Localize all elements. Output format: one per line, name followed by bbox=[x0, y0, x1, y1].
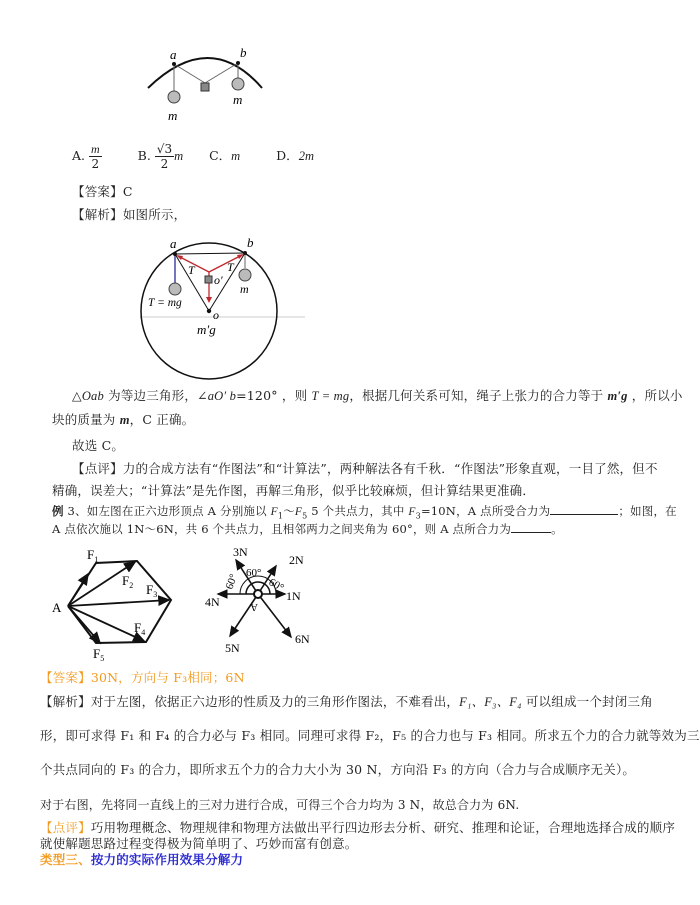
t-mg-text: T = mg bbox=[311, 389, 350, 403]
analysis-2-line-2: 形，即可求得 F₁ 和 F₄ 的合力必与 F₃ 相同。同理可求得 F₂，F₅ 的合力也与 F₃ 相同。所求五个力的合力就等效为三 bbox=[40, 728, 700, 743]
option-a-denominator: 2 bbox=[91, 157, 100, 171]
analysis-2-line-1 bbox=[40, 692, 653, 710]
explain-text: ，C 正确。 bbox=[129, 412, 195, 427]
answer-blank-2[interactable] bbox=[511, 532, 551, 533]
section-title: 按力的实际作用效果分解力 bbox=[90, 852, 244, 867]
fig1-label-m-right: m bbox=[233, 92, 243, 107]
comment-1-text: 力的合成方法有“作图法”和“计算法”，两种解法各有千秋．“作图法”形象直观，一目了然，但不 bbox=[122, 461, 658, 476]
explain-1-line-1 bbox=[72, 386, 683, 404]
six-angle-right: 60° bbox=[266, 576, 286, 595]
option-d bbox=[276, 148, 314, 163]
hex-label-f1: $F_1$ bbox=[87, 547, 99, 564]
option-b bbox=[137, 142, 187, 171]
option-d-prefix: D． bbox=[276, 148, 299, 163]
example-3-line-2 bbox=[52, 521, 563, 537]
section-prefix: 类型三、 bbox=[40, 852, 91, 867]
option-b-fraction bbox=[155, 142, 174, 171]
six-label-3n: 3N bbox=[233, 545, 248, 559]
forces-f1-f3-f4: F₁、F₃、F₄ bbox=[459, 695, 522, 709]
figure-arc-rings bbox=[130, 40, 290, 130]
explain-text: 块的质量为 bbox=[52, 412, 120, 427]
fig2-label-t-right: T bbox=[227, 260, 234, 274]
hex-label-f3: $F_3$ bbox=[146, 582, 158, 599]
figure-circle-forces bbox=[130, 230, 330, 380]
example-text: 3、如左图在正六边形顶点 A 分别施以 bbox=[63, 504, 271, 518]
example-label: 例 bbox=[52, 504, 64, 518]
analysis-2-line-4: 对于右图，先将同一直线上的三对力进行合成，可得三个合力均为 3 N，故总合力为 6N. bbox=[40, 798, 520, 812]
mg-text: m′g bbox=[607, 389, 628, 403]
choice-options bbox=[72, 142, 314, 171]
comment-2-label: 【点评】 bbox=[40, 820, 91, 835]
option-d-value: 2m bbox=[298, 149, 314, 163]
analysis-2-line-3: 个共点同向的 F₃ 的合力，即所求五个力的合力大小为 30 N，方向沿 F₃ 的方向（合力与合成顺序无关）。 bbox=[40, 762, 636, 777]
analysis-2-label: 【解析】 bbox=[40, 694, 91, 709]
comment-2-text: 巧用物理概念、物理规律和物理方法做出平行四边形去分析、研究、推理和论证，合理地选择合成的顺序 bbox=[90, 820, 676, 835]
six-label-2n: 2N bbox=[289, 553, 304, 567]
six-label-6n: 6N bbox=[295, 632, 310, 646]
fig2-label-a: a bbox=[170, 236, 177, 251]
hex-label-f5: $F_5$ bbox=[93, 646, 105, 663]
fig2-label-o-prime: o′ bbox=[214, 273, 223, 287]
option-c-prefix: C． bbox=[209, 148, 232, 163]
example-text: A 点依次施以 1N～6N，共 6 个共点力，且相邻两力之间夹角为 60°，则 A 点所合力为 bbox=[52, 522, 512, 536]
hex-label-f4: $F_4$ bbox=[134, 620, 146, 637]
hex-label-a: A bbox=[52, 600, 62, 615]
answer-1-value: C bbox=[122, 184, 133, 199]
oab-text: Oab bbox=[81, 389, 104, 403]
option-c bbox=[209, 148, 240, 163]
example-text: ；如图，在 bbox=[618, 504, 677, 518]
f3-sub: 3 bbox=[415, 511, 421, 521]
fig2-label-t-left: T bbox=[188, 263, 195, 277]
option-a-fraction bbox=[89, 142, 102, 171]
analysis-1-text: 如图所示， bbox=[122, 207, 187, 222]
six-angle-left: 60° bbox=[223, 572, 241, 592]
fig1-label-m-left: m bbox=[168, 108, 178, 123]
explain-text: ，根据几何关系可知，绳子上张力的合力等于 bbox=[349, 388, 608, 403]
example-3-line-1 bbox=[52, 503, 677, 520]
comment-2-line-2: 就使解题思路过程变得极为简单明了、巧妙而富有创意。 bbox=[40, 836, 358, 851]
explain-text: ，所以小 bbox=[627, 388, 683, 403]
figure-hexagon-forces bbox=[40, 540, 210, 665]
answer-2-label: 【答案】 bbox=[40, 670, 91, 685]
m-text: m bbox=[119, 413, 130, 427]
hex-label-f2: $F_2$ bbox=[122, 573, 134, 590]
comment-1-line-2: 精确，误差大；“计算法”是先作图，再解三角形，似乎比较麻烦，但计算结果更准确． bbox=[52, 483, 536, 498]
f5-sub: 5 bbox=[302, 511, 308, 521]
option-b-denominator: 2 bbox=[160, 157, 169, 171]
aob-text: aO′ b bbox=[207, 389, 237, 403]
option-a-numerator: m bbox=[91, 142, 100, 156]
example-text: =10N，A 点所受合力为 bbox=[420, 504, 551, 518]
f1-sub: 1 bbox=[277, 511, 284, 521]
section-heading bbox=[40, 850, 243, 868]
f1-symbol: F bbox=[270, 506, 278, 518]
triangle-symbol: △ bbox=[72, 388, 82, 403]
comment-1-label: 【点评】 bbox=[72, 461, 123, 476]
answer-1-label: 【答案】 bbox=[72, 184, 123, 199]
six-angle-top: 60° bbox=[246, 567, 262, 579]
explain-1-line-3: 故选 C。 bbox=[72, 438, 125, 453]
analysis-1-label: 【解析】 bbox=[72, 207, 123, 222]
explain-text: 为等边三角形，∠ bbox=[103, 388, 208, 403]
answer-2-text: 30N，方向与 F₃相同；6N bbox=[90, 670, 245, 685]
option-b-suffix: m bbox=[174, 149, 184, 163]
six-label-1n: 1N bbox=[286, 589, 301, 603]
fig1-label-b: b bbox=[240, 45, 247, 60]
six-label-4n: 4N bbox=[205, 595, 220, 609]
f5-symbol: F bbox=[294, 506, 303, 518]
six-label-a: A bbox=[250, 601, 258, 613]
option-a-prefix: A. bbox=[72, 148, 86, 163]
six-label-5n: 5N bbox=[225, 641, 240, 655]
explain-1-line-2 bbox=[52, 410, 194, 428]
option-b-numerator: √3 bbox=[156, 142, 173, 156]
option-c-value: m bbox=[231, 149, 241, 163]
analysis-2-text: 对于左图，依据正六边形的性质及力的三角形作图法，不难看出， bbox=[90, 694, 460, 709]
fig2-label-o: o bbox=[213, 308, 219, 322]
figure-six-forces bbox=[190, 540, 330, 665]
analysis-1 bbox=[72, 205, 186, 223]
fig2-label-mprime-g: m′g bbox=[197, 322, 216, 337]
fig2-label-m: m bbox=[240, 282, 249, 296]
example-text: 。 bbox=[551, 522, 563, 536]
answer-2 bbox=[40, 668, 245, 686]
fig2-label-b: b bbox=[247, 235, 254, 250]
comment-1-line-1 bbox=[72, 459, 658, 477]
answer-blank-1[interactable] bbox=[550, 514, 618, 515]
analysis-2-text: 可以组成一个封闭三角 bbox=[521, 694, 653, 709]
fig1-label-a: a bbox=[170, 47, 177, 62]
answer-1 bbox=[72, 182, 133, 200]
example-text: 5 个共点力，其中 bbox=[307, 504, 409, 518]
option-b-prefix: B. bbox=[137, 148, 151, 163]
option-a bbox=[72, 142, 106, 171]
f3-symbol: F bbox=[408, 506, 416, 518]
tilde: ～ bbox=[283, 504, 295, 518]
explain-text: =120° ，则 bbox=[236, 388, 312, 403]
fig2-label-t-mg: T = mg bbox=[148, 297, 182, 309]
